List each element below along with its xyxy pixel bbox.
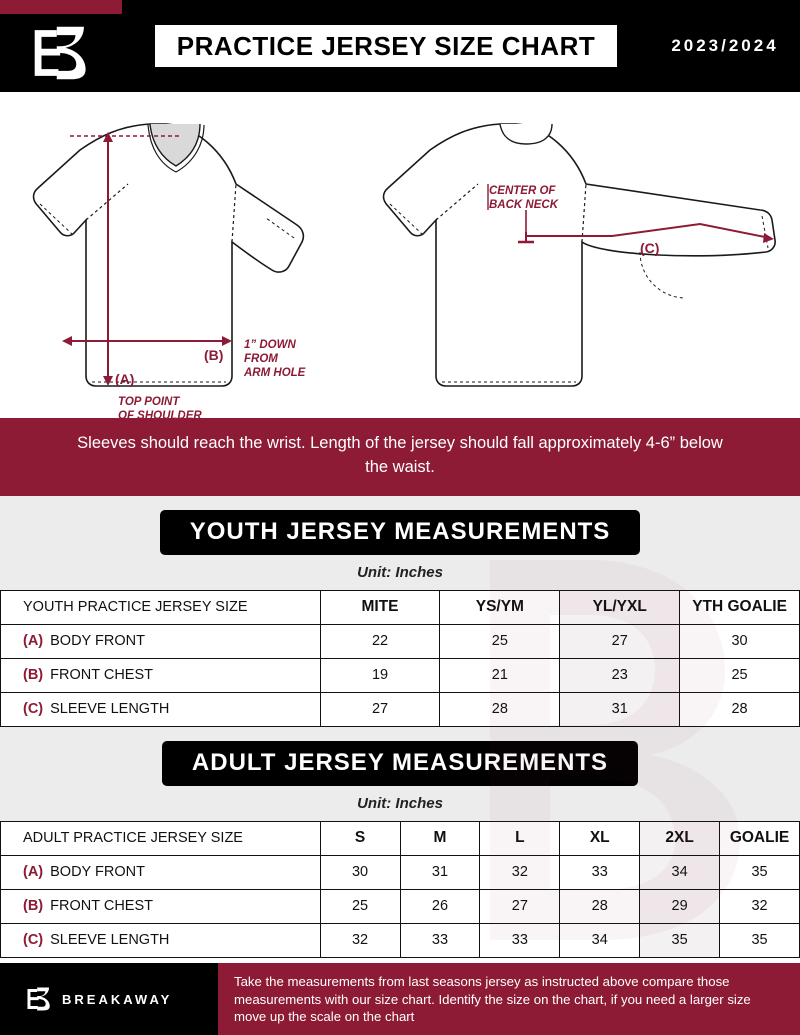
tag-c: (C) bbox=[23, 932, 44, 949]
page-header bbox=[0, 0, 800, 92]
adult-col-0: S bbox=[320, 821, 400, 855]
tag-b: (B) bbox=[23, 667, 44, 684]
table-header-row bbox=[1, 821, 800, 855]
tag-c: (C) bbox=[23, 701, 44, 718]
label-c-desc-1: CENTER OF bbox=[489, 185, 556, 197]
logo-container bbox=[0, 14, 122, 92]
label-b-desc-3: ARM HOLE bbox=[244, 367, 306, 379]
youth-section bbox=[0, 496, 800, 727]
adult-r0-c0: 30 bbox=[320, 855, 400, 889]
adult-r1-c4: 29 bbox=[640, 889, 720, 923]
label-b-desc-2: FROM bbox=[244, 353, 278, 365]
header-accent-block bbox=[0, 0, 122, 92]
adult-r1-c5: 32 bbox=[720, 889, 800, 923]
youth-r1-c0: 19 bbox=[320, 658, 440, 692]
adult-title-wrap bbox=[0, 741, 800, 786]
label-a-desc-1: TOP POINT bbox=[118, 396, 180, 408]
adult-section bbox=[0, 727, 800, 958]
label-c: (C) bbox=[640, 240, 660, 256]
youth-row-1-label bbox=[1, 658, 321, 692]
adult-r2-c5: 35 bbox=[720, 923, 800, 957]
breakaway-b-logo-icon bbox=[26, 984, 52, 1014]
label-b-desc-1: 1” DOWN bbox=[244, 339, 296, 351]
youth-r0-c0: 22 bbox=[320, 624, 440, 658]
adult-r0-c1: 31 bbox=[400, 855, 480, 889]
adult-r1-c2: 27 bbox=[480, 889, 560, 923]
season-label: 2023/2024 bbox=[671, 36, 779, 55]
youth-row-0-name: BODY FRONT bbox=[50, 633, 145, 650]
table-row bbox=[1, 889, 800, 923]
tag-b: (B) bbox=[23, 898, 44, 915]
page-footer bbox=[0, 963, 800, 1035]
youth-r1-c2: 23 bbox=[560, 658, 680, 692]
youth-r2-c0: 27 bbox=[320, 692, 440, 726]
table-row bbox=[1, 855, 800, 889]
adult-r0-c5: 35 bbox=[720, 855, 800, 889]
adult-col-3: XL bbox=[560, 821, 640, 855]
breakaway-b-logo-icon bbox=[31, 25, 91, 81]
adult-r1-c3: 28 bbox=[560, 889, 640, 923]
footer-brand bbox=[0, 963, 218, 1035]
adult-r2-c3: 34 bbox=[560, 923, 640, 957]
tag-a: (A) bbox=[23, 633, 44, 650]
youth-title-wrap bbox=[0, 510, 800, 555]
youth-r0-c2: 27 bbox=[560, 624, 680, 658]
youth-col-0: MITE bbox=[320, 590, 440, 624]
adult-row-2-label bbox=[1, 923, 321, 957]
youth-row-2-label bbox=[1, 692, 321, 726]
tag-a: (A) bbox=[23, 864, 44, 881]
youth-r0-c1: 25 bbox=[440, 624, 560, 658]
adult-col-1: M bbox=[400, 821, 480, 855]
label-a-desc-2: OF SHOULDER bbox=[118, 410, 202, 418]
youth-r2-c1: 28 bbox=[440, 692, 560, 726]
adult-row-2-name: SLEEVE LENGTH bbox=[50, 932, 170, 949]
footer-brand-name: BREAKAWAY bbox=[62, 991, 173, 1007]
adult-r2-c1: 33 bbox=[400, 923, 480, 957]
adult-row-1-label bbox=[1, 889, 321, 923]
adult-col-5: GOALIE bbox=[720, 821, 800, 855]
youth-row-2-name: SLEEVE LENGTH bbox=[50, 701, 170, 718]
adult-r0-c3: 33 bbox=[560, 855, 640, 889]
adult-r2-c4: 35 bbox=[640, 923, 720, 957]
jersey-diagram bbox=[0, 92, 800, 418]
table-row bbox=[1, 658, 800, 692]
youth-r1-c1: 21 bbox=[440, 658, 560, 692]
youth-row-0-label bbox=[1, 624, 321, 658]
youth-r2-c2: 31 bbox=[560, 692, 680, 726]
adult-row-0-label bbox=[1, 855, 321, 889]
footer-instructions: Take the measurements from last seasons jersey as instructed above compare those measurements with our size chart. Identify the size on the chart, if you need a larger size move up the scale on the chart bbox=[218, 963, 800, 1035]
label-a: (A) bbox=[115, 371, 135, 387]
adult-unit-label: Unit: Inches bbox=[357, 794, 443, 812]
table-row bbox=[1, 624, 800, 658]
youth-unit-label: Unit: Inches bbox=[357, 563, 443, 581]
table-row bbox=[1, 692, 800, 726]
label-c-desc-2: BACK NECK bbox=[489, 199, 558, 211]
youth-r0-c3: 30 bbox=[680, 624, 800, 658]
youth-r1-c3: 25 bbox=[680, 658, 800, 692]
jersey-diagram-svg bbox=[0, 92, 800, 418]
adult-col-2: L bbox=[480, 821, 560, 855]
back-jersey-illustration bbox=[384, 124, 776, 386]
adult-r1-c1: 26 bbox=[400, 889, 480, 923]
youth-col-3: YTH GOALIE bbox=[680, 590, 800, 624]
youth-section-title: YOUTH JERSEY MEASUREMENTS bbox=[160, 510, 641, 555]
adult-r0-c2: 32 bbox=[480, 855, 560, 889]
adult-r0-c4: 34 bbox=[640, 855, 720, 889]
adult-row-0-name: BODY FRONT bbox=[50, 864, 145, 881]
table-row bbox=[1, 923, 800, 957]
adult-section-title: ADULT JERSEY MEASUREMENTS bbox=[162, 741, 638, 786]
header-title-wrap bbox=[122, 0, 650, 92]
adult-r2-c0: 32 bbox=[320, 923, 400, 957]
youth-row-header: YOUTH PRACTICE JERSEY SIZE bbox=[1, 590, 321, 624]
youth-row-1-name: FRONT CHEST bbox=[50, 667, 153, 684]
adult-r1-c0: 25 bbox=[320, 889, 400, 923]
adult-col-4: 2XL bbox=[640, 821, 720, 855]
youth-measurements-table bbox=[0, 590, 800, 727]
label-b: (B) bbox=[204, 347, 224, 363]
adult-measurements-table bbox=[0, 821, 800, 958]
adult-row-1-name: FRONT CHEST bbox=[50, 898, 153, 915]
measurement-note: Sleeves should reach the wrist. Length of the jersey should fall approximately 4-6” below the waist. bbox=[0, 418, 800, 496]
table-header-row bbox=[1, 590, 800, 624]
adult-row-header: ADULT PRACTICE JERSEY SIZE bbox=[1, 821, 321, 855]
page-title: PRACTICE JERSEY SIZE CHART bbox=[155, 25, 617, 67]
adult-r2-c2: 33 bbox=[480, 923, 560, 957]
youth-col-1: YS/YM bbox=[440, 590, 560, 624]
youth-col-2: YL/YXL bbox=[560, 590, 680, 624]
youth-r2-c3: 28 bbox=[680, 692, 800, 726]
